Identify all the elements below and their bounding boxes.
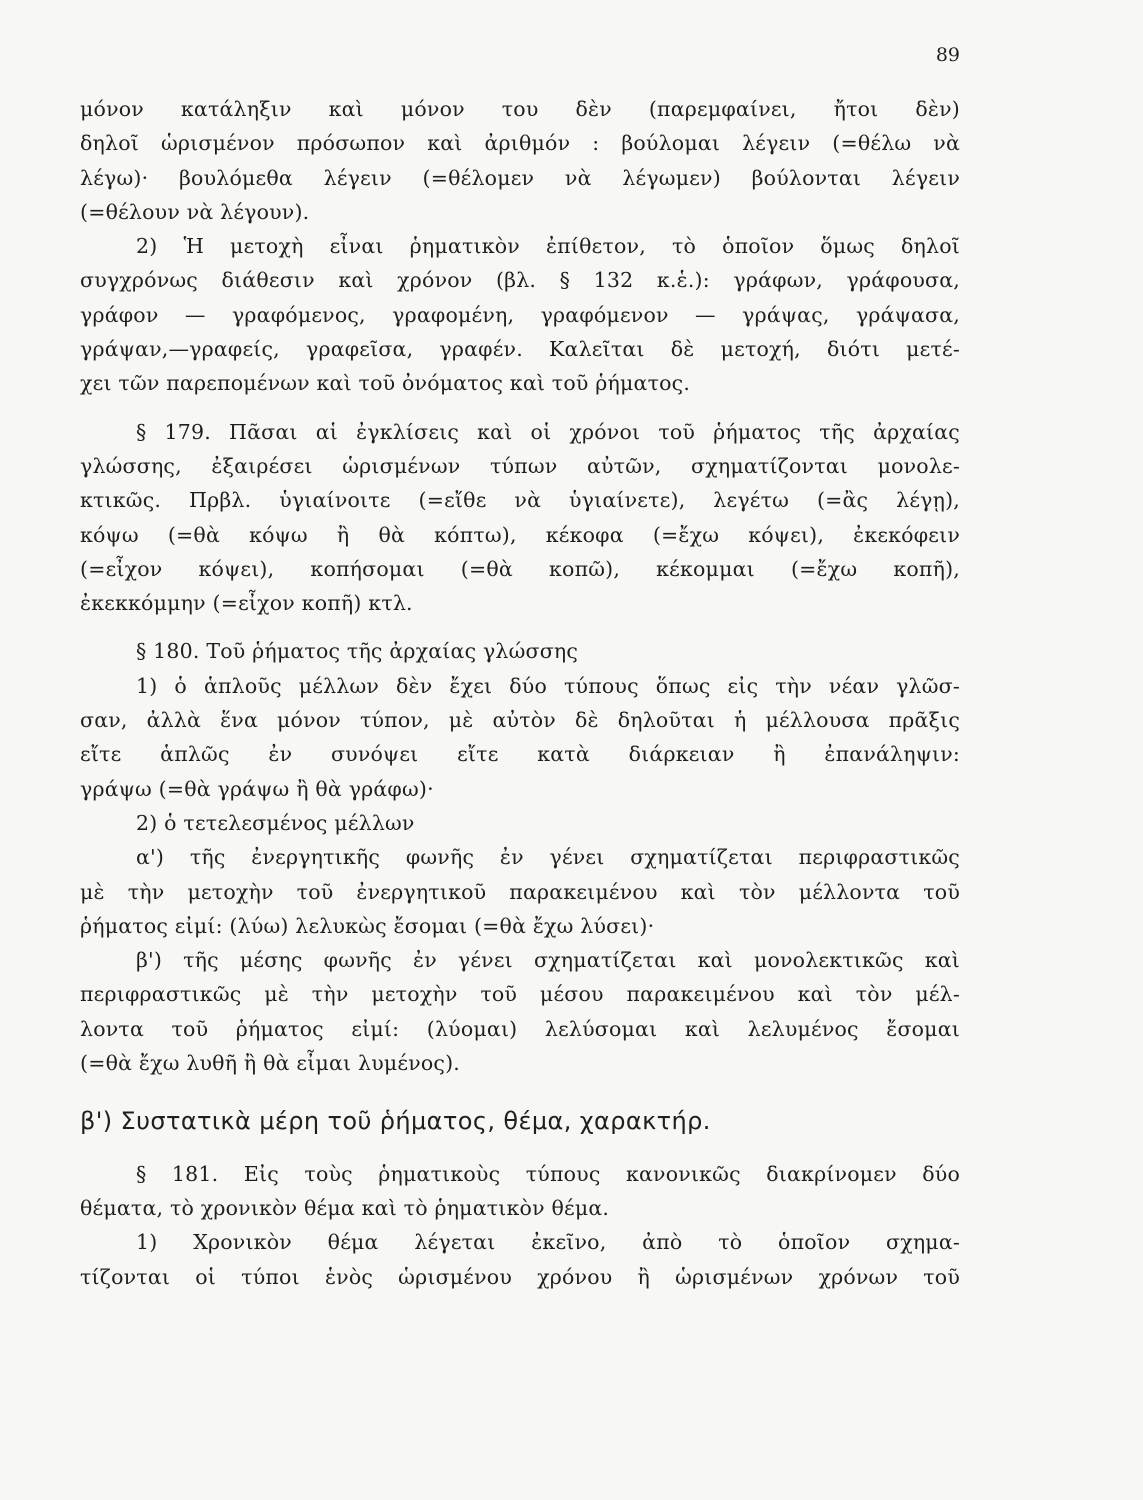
text-line: κόψω (=θὰ κόψω ἢ θὰ κόπτω), κέκοφα (=ἔχω κόψει), ἐκεκόφειν [80,522,960,547]
text-line: περιφραστικῶς μὲ τὴν μετοχὴν τοῦ μέσου παρακειμένου καὶ τὸν μέλ- [80,982,960,1007]
text-line: α') τῆς ἐνεργητικῆς φωνῆς ἐν γένει σχηματίζεται περιφραστικῶς [136,845,960,870]
text-line: συγχρόνως διάθεσιν καὶ χρόνον (βλ. § 132 κ.ἑ.): γράφων, γράφουσα, [80,268,960,293]
text-line: θέματα, τὸ χρονικὸν θέμα καὶ τὸ ῥηματικὸν θέμα. [80,1195,610,1220]
text-line: γράψω (=θὰ γράψω ἢ θὰ γράφω)· [80,776,434,801]
text-line: λοντα τοῦ ῥήματος εἰμί: (λύομαι) λελύσομαι καὶ λελυμένος ἔσομαι [80,1016,960,1041]
section-heading: β') Συστατικὰ μέρη τοῦ ῥήματος, θέμα, χαρακτήρ. [80,1107,711,1136]
text-line: κτικῶς. Πρβλ. ὑγιαίνοιτε (=εἴθε νὰ ὑγιαίνετε), λεγέτω (=ἂς λέγῃ), [80,488,960,513]
section-181-line: § 181. Εἰς τοὺς ῥηματικοὺς τύπους κανονικῶς διακρίνομεν δύο [136,1161,960,1186]
text-line: χει τῶν παρεπομένων καὶ τοῦ ὀνόματος καὶ τοῦ ῥήματος. [80,371,691,396]
section-180-line: § 180. Τοῦ ῥήματος τῆς ἀρχαίας γλώσσης [136,639,579,664]
text-line: τίζονται οἱ τύποι ἑνὸς ὡρισμένου χρόνου ἢ ὡρισμένων χρόνων τοῦ [80,1264,960,1289]
text-line: εἴτε ἁπλῶς ἐν συνόψει εἴτε κατὰ διάρκειαν ἢ ἐπανάληψιν: [80,742,960,767]
text-line: μὲ τὴν μετοχὴν τοῦ ἐνεργητικοῦ παρακειμένου καὶ τὸν μέλλοντα τοῦ [80,879,960,904]
text-line: σαν, ἀλλὰ ἕνα μόνον τύπον, μὲ αὐτὸν δὲ δηλοῦται ἡ μέλλουσα πρᾶξις [80,708,960,733]
text-line: 2) ὁ τετελεσμένος μέλλων [136,810,415,835]
text-line: γράφον — γραφόμενος, γραφομένη, γραφόμενον — γράψας, γράψασα, [80,302,960,327]
text-line: 2) Ἡ μετοχὴ εἶναι ῥηματικὸν ἐπίθετον, τὸ ὁποῖον ὅμως δηλοῖ [136,234,960,259]
text-line: 1) ὁ ἁπλοῦς μέλλων δὲν ἔχει δύο τύπους ὅπως εἰς τὴν νέαν γλῶσ- [136,673,960,698]
text-line: δηλοῖ ὡρισμένον πρόσωπον καὶ ἀριθμόν : βούλομαι λέγειν (=θέλω νὰ [80,131,960,156]
text-line: 1) Χρονικὸν θέμα λέγεται ἐκεῖνο, ἀπὸ τὸ ὁποῖον σχημα- [136,1230,960,1255]
section-179-line: § 179. Πᾶσαι αἱ ἐγκλίσεις καὶ οἱ χρόνοι τοῦ ῥήματος τῆς ἀρχαίας [136,419,960,444]
text-line: λέγω)· βουλόμεθα λέγειν (=θέλομεν νὰ λέγωμεν) βούλονται λέγειν [80,165,960,190]
text-line: (=εἶχον κόψει), κοπήσομαι (=θὰ κοπῶ), κέκομμαι (=ἔχω κοπῆ), [80,556,960,581]
text-line: β') τῆς μέσης φωνῆς ἐν γένει σχηματίζεται καὶ μονολεκτικῶς καὶ [136,948,960,973]
text-line: (=θὰ ἔχω λυθῆ ἢ θὰ εἶμαι λυμένος). [80,1051,461,1076]
text-line: μόνον κατάληξιν καὶ μόνον του δὲν (παρεμφαίνει, ἤτοι δὲν) [80,97,960,121]
text-line: γλώσσης, ἐξαιρέσει ὡρισμένων τύπων αὐτῶν, σχηματίζονται μονολε- [80,453,960,478]
text-line: ἐκεκκόμμην (=εἶχον κοπῆ) κτλ. [80,591,413,616]
page-number: 89 [935,44,960,66]
text-line: γράψαν,—γραφείς, γραφεῖσα, γραφέν. Καλεῖται δὲ μετοχή, διότι μετέ- [80,337,960,362]
text-line: (=θέλουν νὰ λέγουν). [80,199,310,224]
page-body [80,92,960,1294]
text-line: ῥήματος εἰμί: (λύω) λελυκὼς ἔσομαι (=θὰ ἔχω λύσει)· [80,913,655,938]
